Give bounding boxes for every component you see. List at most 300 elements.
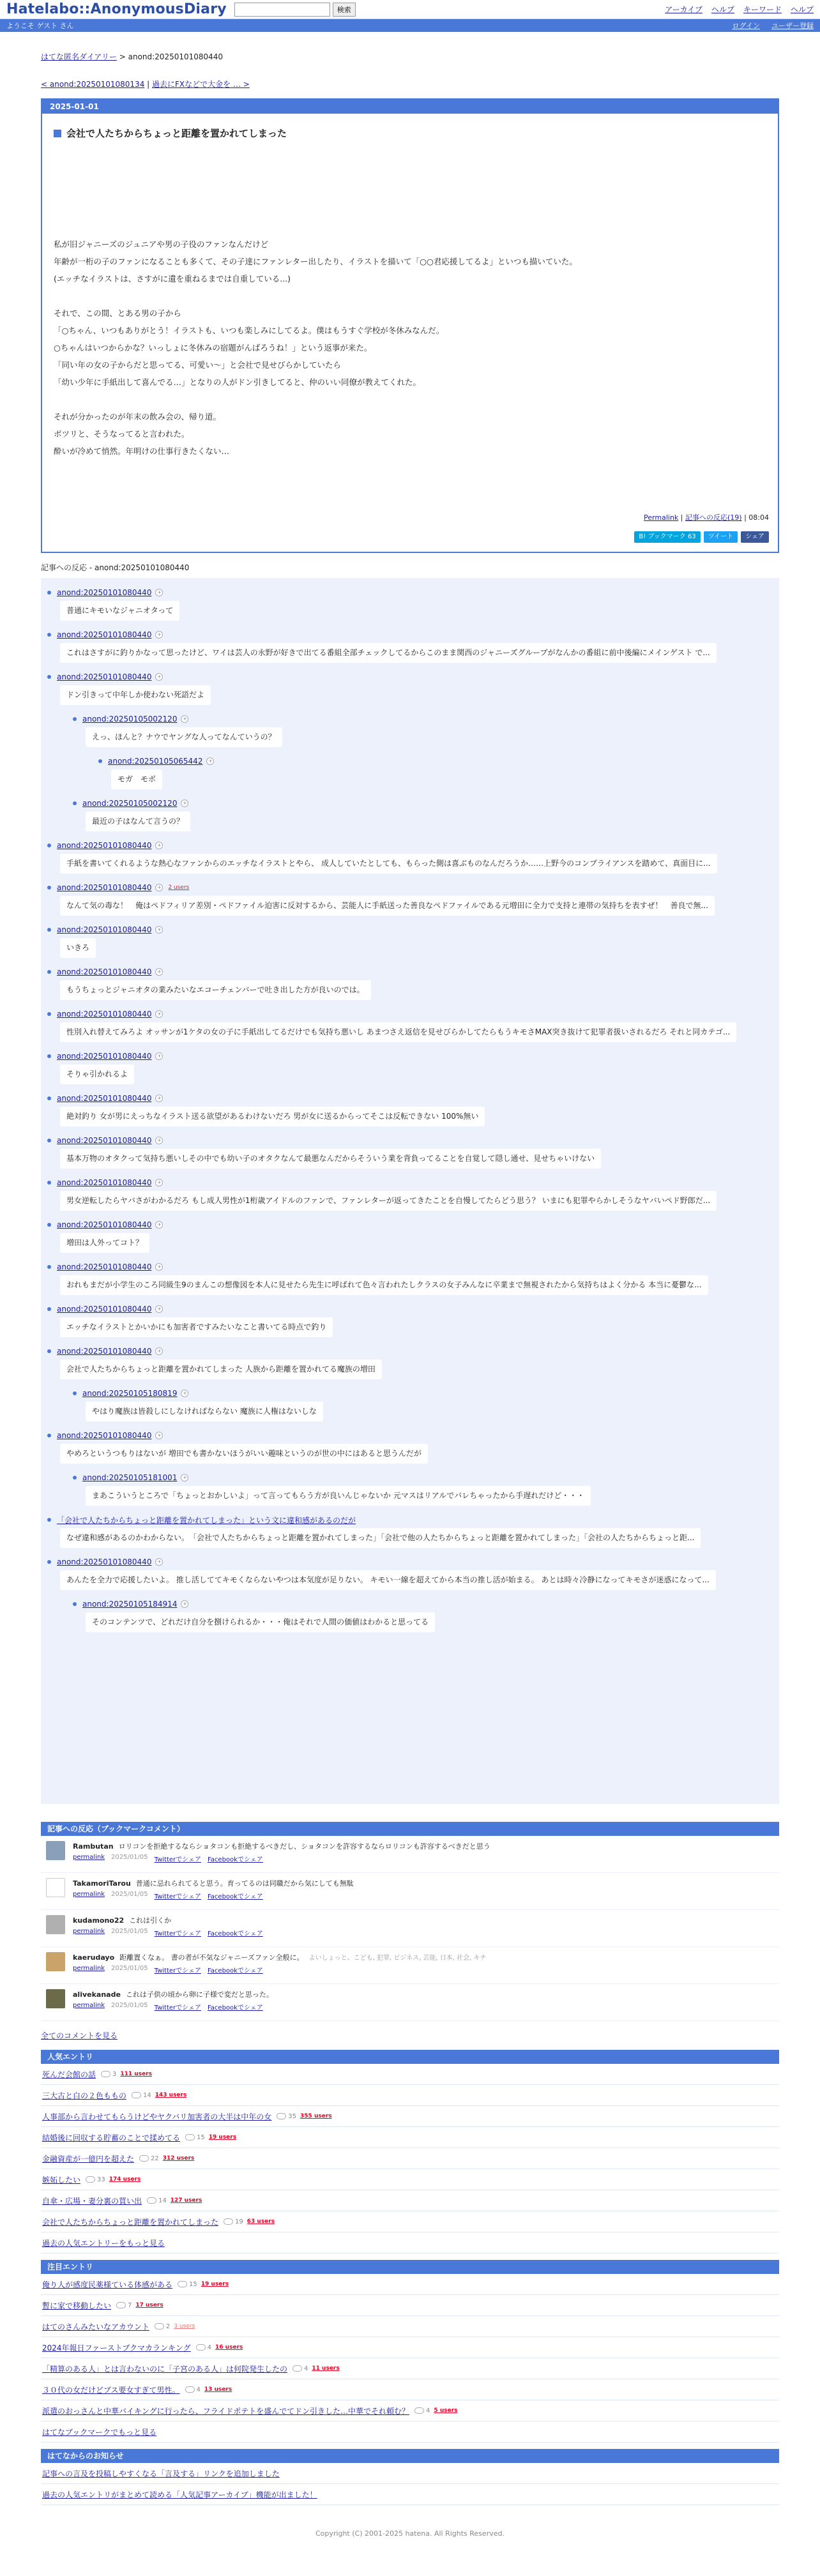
featured-entry xyxy=(41,2295,779,2316)
featured-list xyxy=(41,2274,779,2421)
reply-id-link[interactable]: anond:20250101080440 xyxy=(57,1431,152,1440)
reply-head xyxy=(47,1556,773,1568)
notice-link[interactable]: 記事への言及を投稿しやすくなる「言及する」リンクを追加しました xyxy=(42,2469,280,2478)
bullet-icon xyxy=(47,1223,51,1227)
reply-head xyxy=(73,1472,773,1483)
register-link[interactable]: ユーザー登録 xyxy=(771,22,814,30)
reply-node xyxy=(47,966,773,1000)
comment-bubble-icon xyxy=(147,2197,156,2204)
reply-id-link[interactable]: anond:20250105065442 xyxy=(108,757,203,766)
popular-heading: 人気エントリ xyxy=(41,2050,779,2064)
expand-icon[interactable]: + xyxy=(181,1390,188,1397)
reply-excerpt: エッチなイラストとかいかにも加害者ですみたいなこと書いてる時点で釣り xyxy=(60,1317,333,1337)
user-avatar-icon[interactable] xyxy=(46,1878,65,1897)
reply-users-count[interactable]: 2 users xyxy=(168,884,190,891)
reply-excerpt: なんて気の毒な！ 俺はペドフィリア差別・ペドファイル迫害に反対するから、芸能人に手紙送った善良なペドファイルである元増田に全力で支持と連帯の気持ちを表すぜ！ 善良で無... xyxy=(60,896,715,916)
bullet-icon xyxy=(47,844,51,847)
comment-bubble-icon xyxy=(196,2344,206,2351)
expand-icon[interactable]: + xyxy=(155,1558,163,1566)
reply-id-link[interactable]: anond:20250105180819 xyxy=(82,1389,178,1398)
article-paragraph: 「幼い少年に手紙出して喜んでる…」となりの人がドン引きしてると、仲のいい同僚が教えてくれた。 xyxy=(54,377,421,387)
bullet-icon xyxy=(47,1265,51,1269)
paragraph-gap xyxy=(54,391,766,408)
reply-head xyxy=(73,1598,773,1610)
reply-id-link[interactable]: anond:20250101080440 xyxy=(57,1347,152,1356)
comment-user[interactable]: kudamono22 xyxy=(73,1916,125,1925)
reply-head xyxy=(47,1135,773,1146)
comment-bubble-icon xyxy=(155,2323,164,2330)
see-all-comments xyxy=(41,2030,779,2041)
featured-more-link[interactable]: はてなブックマークでもっと見る xyxy=(42,2427,157,2437)
entry-title-link[interactable]: 暫に家で移動したい xyxy=(42,2301,112,2310)
reply-excerpt: これはさすがに釣りかなって思ったけど、ワイは芸人の永野が好きで出てる番組全部チェックしてるからこのまま関西のジャニーズグループがなんかの番組に前中後編にメインゲスト で... xyxy=(60,643,717,663)
entry-title-link[interactable]: 死んだ会館の話 xyxy=(42,2070,96,2079)
reply-excerpt: まあこういうところで「ちょっとおかしいよ」って言ってもらう方が良いんじゃないか 元マスはリアルでバレちゃったから手遅れだけど・・・ xyxy=(86,1486,591,1506)
article-time: 08:04 xyxy=(748,513,769,522)
entry-title-link[interactable]: 「精算のある人」とは言わないのに「子宮のある人」は何院発生したの xyxy=(42,2364,288,2374)
entry-comment-count: 3 xyxy=(112,2070,117,2078)
reply-id-link[interactable]: anond:20250101080440 xyxy=(57,1305,152,1314)
search-input[interactable] xyxy=(234,3,330,17)
notice-item xyxy=(41,2484,779,2505)
bullet-icon xyxy=(47,1434,51,1437)
comment-body xyxy=(73,1952,487,1978)
reply-node xyxy=(47,840,773,874)
twitter-share-link[interactable]: Twitterでシェア xyxy=(154,2004,201,2012)
facebook-share-link[interactable]: Facebookでシェア xyxy=(207,1856,263,1863)
paragraph-gap xyxy=(54,287,766,305)
expand-icon[interactable]: + xyxy=(155,1305,163,1313)
reply-node xyxy=(47,1177,773,1211)
entry-title-link[interactable]: はてのさんみたいなアカウント xyxy=(42,2322,149,2331)
reply-excerpt: モガ モボ xyxy=(111,769,162,789)
expand-icon[interactable]: + xyxy=(181,1600,188,1608)
reply-node xyxy=(73,713,773,747)
welcome-text: ようこそ ゲスト さん xyxy=(6,22,74,30)
comment-meta xyxy=(73,2002,273,2012)
bullet-icon xyxy=(47,1012,51,1016)
featured-entry xyxy=(41,2316,779,2337)
popular-entry xyxy=(41,2064,779,2085)
comment-permalink[interactable]: permalink xyxy=(73,1891,105,1898)
bullet-icon xyxy=(73,717,77,721)
featured-entry xyxy=(41,2379,779,2400)
expand-icon[interactable]: + xyxy=(155,1052,163,1060)
bullet-icon xyxy=(47,675,51,679)
bullet-icon xyxy=(47,1307,51,1311)
comment-bubble-icon xyxy=(292,2365,302,2372)
entry-users-count[interactable]: 174 users xyxy=(109,2176,141,2183)
article-paragraph: ○ちゃんはいつからかな？いっしょに冬休みの宿題がんばろうね！」という返事が来た。 xyxy=(54,343,372,352)
reply-id-link[interactable]: anond:20250101080440 xyxy=(57,1220,152,1229)
reply-node xyxy=(47,671,773,705)
user-avatar-icon[interactable] xyxy=(46,1841,65,1860)
reply-excerpt: 男女逆転したらヤバさがわかるだろ もし成人男性が1桁歳アイドルのファンで、ファンレターが返ってきたことを自慢してたらどう思う？ いまにも犯罪やらかしそうなヤバいペド野郎だ... xyxy=(60,1191,717,1211)
comment-meta xyxy=(73,1965,487,1974)
top-bar xyxy=(0,0,820,19)
reply-id-link[interactable]: anond:20250101080440 xyxy=(57,1262,152,1271)
bookmark-comments-heading: 記事への反応（ブックマークコメント） xyxy=(41,1822,779,1836)
expand-icon[interactable]: + xyxy=(155,1432,163,1439)
comment-permalink[interactable]: permalink xyxy=(73,1928,105,1935)
bullet-icon xyxy=(73,801,77,805)
comment-bubble-icon xyxy=(86,2176,95,2183)
bullet-icon xyxy=(47,1349,51,1353)
comment-bubble-icon xyxy=(185,2134,195,2140)
popular-list xyxy=(41,2064,779,2232)
bookmark-comment xyxy=(41,1910,779,1947)
facebook-share-link[interactable]: Facebookでシェア xyxy=(207,1967,263,1974)
comment-body xyxy=(73,1878,354,1904)
entry-users-count[interactable]: 16 users xyxy=(215,2344,243,2351)
reply-excerpt: 最近の子はなんて言うの？ xyxy=(86,812,190,831)
popular-more xyxy=(41,2232,779,2254)
entry-comment-count: 7 xyxy=(128,2301,132,2309)
article-paragraph: 酔いが冷めて悄然。年明けの仕事行きたくない… xyxy=(54,446,230,456)
entry-title-link[interactable]: 会社で人たちからちょっと距離を置かれてしまった xyxy=(42,2217,219,2227)
share-buttons xyxy=(634,531,769,543)
reply-head xyxy=(73,713,773,725)
facebook-share-button[interactable]: シェア xyxy=(741,531,769,543)
notice-link[interactable]: 過去の人気エントリがまとめて読める「人気記事アーカイブ」機能が出ました！ xyxy=(42,2490,317,2499)
reply-id-link[interactable]: anond:20250105184914 xyxy=(82,1600,178,1609)
reply-node xyxy=(47,882,773,916)
entry-users-count[interactable]: 11 users xyxy=(312,2365,340,2372)
reply-excerpt: いきろ xyxy=(60,938,96,958)
comment-bubble-icon xyxy=(185,2386,195,2393)
archive-link[interactable]: アーカイブ xyxy=(665,5,702,14)
reply-excerpt: 手紙を書いてくれるような熱心なファンからのエッチなイラストとやら、 成人していたとしても、もらった側は喜ぶものなんだろうか……上野今のコンプライアンスを踏めて、真面目に... xyxy=(60,854,717,874)
facebook-share-link[interactable]: Facebookでシェア xyxy=(207,1893,263,1900)
reply-excerpt: あんたを全力で応援したいよ。 推し活しててキモくならないやつは本気度が足りない。 キモい一線を超えてから本当の推し活が始まる。 あとは時々冷静になってキモさが迷惑になって... xyxy=(60,1570,716,1590)
comment-text: これは子供の頃から卵に子様で変だと思った。 xyxy=(125,1990,273,1999)
comment-user[interactable]: alivekanade xyxy=(73,1990,121,1999)
popular-entry xyxy=(41,2211,779,2232)
reply-id-link[interactable]: anond:20250101080440 xyxy=(57,925,152,934)
entry-title-link[interactable]: ３０代の女だけどブス要女すぎて男性。 xyxy=(42,2385,180,2395)
prevnext-sep: | xyxy=(144,80,152,89)
bullet-icon xyxy=(47,1139,51,1142)
reply-head xyxy=(47,1261,773,1273)
reply-node xyxy=(47,1430,773,1464)
notices-heading: はてなからのお知らせ xyxy=(41,2449,779,2463)
reply-excerpt: 基本万物のオタクって気持ち悪いしその中でも幼い子のオタクなんて最悪なんだからそういう業を背負ってることを自覚して隠し通せ、見せちゃいけない xyxy=(60,1149,601,1169)
facebook-share-link[interactable]: Facebookでシェア xyxy=(207,1930,263,1937)
expand-icon[interactable]: + xyxy=(155,1095,163,1102)
bullet-icon xyxy=(47,1054,51,1058)
entry-comment-count: 14 xyxy=(143,2091,151,2099)
expand-icon[interactable]: + xyxy=(155,589,163,596)
bullet-icon xyxy=(47,1181,51,1185)
help-link[interactable]: ヘルプ xyxy=(711,5,734,14)
entry-users-count[interactable]: 143 users xyxy=(155,2092,187,2098)
comment-date: 2025/01/05 xyxy=(111,1891,148,1898)
reply-title-link[interactable]: 「会社で人たちからちょっと距離を置かれてしまった」という文に違和感があるのだが xyxy=(57,1515,356,1525)
entry-title-link[interactable]: 嫉妬したい xyxy=(42,2175,81,2185)
bookmark-comment-list xyxy=(41,1836,779,2021)
article-title-text: 会社で人たちからちょっと距離を置かれてしまった xyxy=(66,128,287,139)
reply-id-link[interactable]: anond:20250101080440 xyxy=(57,588,152,597)
entry-title-link[interactable]: 2024年報日ファーストブクマカランキング xyxy=(42,2343,191,2352)
entry-comment-count: 33 xyxy=(97,2176,105,2183)
reply-id-link[interactable]: anond:20250101080440 xyxy=(57,1094,152,1103)
comment-text: 距離置くなぁ。 書の者が不気なジャニーズファン全般に。 xyxy=(119,1953,304,1962)
expand-icon[interactable]: + xyxy=(181,715,188,723)
comment-user[interactable]: kaerudayo xyxy=(73,1953,115,1962)
article-paragraph: 「同い年の女の子からだと思ってる、可愛い〜」と会社で見せびらかしていたら xyxy=(54,360,342,370)
comment-bubble-icon xyxy=(132,2092,141,2098)
reply-node xyxy=(47,1219,773,1253)
reply-node xyxy=(73,1598,773,1632)
notice-item xyxy=(41,2463,779,2484)
reply-head xyxy=(47,1177,773,1188)
entry-users-count[interactable]: 5 users xyxy=(434,2407,458,2414)
entry-users-count[interactable]: 13 users xyxy=(204,2386,232,2393)
reply-node xyxy=(47,1050,773,1084)
reply-id-link[interactable]: anond:20250105002120 xyxy=(82,799,178,808)
next-entry-link[interactable]: 過去にFXなどで大金を … > xyxy=(152,80,250,89)
keyword-link[interactable]: キーワード xyxy=(743,5,782,14)
entry-users-count[interactable]: 3 users xyxy=(174,2323,195,2330)
reply-excerpt: 絶対釣り 女が男にえっちなイラスト送る欲望があるわけないだろ 男が女に送るからってそこは反転できない 100%無い xyxy=(60,1107,485,1126)
entry-title-link[interactable]: 自傘・広場・妻分裏の買い出 xyxy=(42,2196,142,2206)
comment-line xyxy=(73,1841,490,1851)
reply-id-link[interactable]: anond:20250101080440 xyxy=(57,967,152,976)
reply-node xyxy=(47,629,773,663)
breadcrumb-home[interactable]: はてな匿名ダイアリー xyxy=(41,52,117,61)
reply-head xyxy=(47,1345,773,1357)
entry-comment-count: 15 xyxy=(189,2280,197,2288)
entry-comment-count: 14 xyxy=(158,2197,167,2204)
expand-icon[interactable]: + xyxy=(155,1263,163,1271)
top-links xyxy=(665,4,814,15)
user-avatar-icon[interactable] xyxy=(46,1989,65,2008)
entry-users-count[interactable]: 17 users xyxy=(135,2302,163,2308)
reply-node xyxy=(47,1093,773,1126)
article-paragraph: 「○ちゃん、いつもありがとう！イラストも、いつも楽しみにしてるよ。僕はもうすぐ学校が冬休みなんだ。 xyxy=(54,326,444,335)
reply-head xyxy=(47,1303,773,1315)
replies-link[interactable]: 記事への反応(19) xyxy=(685,513,742,522)
reply-excerpt: やめろというつもりはないが 増田でも書かないほうがいい趣味というのが世の中にはあると思うんだが xyxy=(60,1444,428,1464)
entry-title-link[interactable]: 金融資産が一億円を超えた xyxy=(42,2154,135,2163)
reply-node xyxy=(47,1303,773,1337)
comment-permalink[interactable]: permalink xyxy=(73,2002,105,2009)
comment-date: 2025/01/05 xyxy=(111,1965,148,1972)
expand-icon[interactable]: + xyxy=(181,799,188,807)
twitter-share-link[interactable]: Twitterでシェア xyxy=(154,1930,201,1937)
expand-icon[interactable]: + xyxy=(155,884,163,891)
reply-id-link[interactable]: anond:20250101080440 xyxy=(57,841,152,850)
bullet-icon xyxy=(73,1476,77,1480)
article-body xyxy=(54,236,766,460)
login-link[interactable]: ログイン xyxy=(732,22,760,30)
popular-entry xyxy=(41,2127,779,2148)
bookmark-comment xyxy=(41,1836,779,1873)
expand-icon[interactable]: + xyxy=(155,1221,163,1229)
comment-date: 2025/01/05 xyxy=(111,1928,148,1935)
reply-excerpt: なぜ違和感があるのかわからない。 「会社で人たちからちょっと距離を置かれてしまった」「会社で他の人たちからちょっと距離を置かれてしまった」「会社の人たちからちょっと距... xyxy=(60,1528,701,1548)
reply-head xyxy=(47,1093,773,1104)
entry-users-count[interactable]: 312 users xyxy=(162,2155,195,2162)
reply-node xyxy=(47,1261,773,1295)
reply-id-link[interactable]: anond:20250101080440 xyxy=(57,1557,152,1566)
expand-icon[interactable]: + xyxy=(155,926,163,934)
comment-bubble-icon xyxy=(139,2155,149,2162)
comment-text: 普通に忌れられてると思う。育ってるのは同職だから気にしても無駄 xyxy=(135,1879,354,1888)
expand-icon[interactable]: + xyxy=(155,631,163,639)
title-square-icon xyxy=(54,130,61,137)
twitter-share-link[interactable]: Twitterでシェア xyxy=(154,1893,201,1900)
reactions-heading: 記事への反応 - anond:20250101080440 xyxy=(41,563,190,572)
popular-more-link[interactable]: 過去の人気エントリーをもっと見る xyxy=(42,2238,165,2248)
comment-bubble-icon xyxy=(178,2281,187,2287)
comment-date: 2025/01/05 xyxy=(111,1854,148,1861)
footer-copyright: Copyright (C) 2001-2025 hatena. All Rights Reserved. xyxy=(315,2529,505,2538)
article-paragraph: ボツリと、そうなってると言われた。 xyxy=(54,429,190,439)
see-all-comments-link[interactable]: 全てのコメントを見る xyxy=(41,2031,118,2040)
breadcrumb-current: anond:20250101080440 xyxy=(128,52,224,61)
reply-excerpt: もうちょっとジャニオタの業みたいなエコーチェンバーで吐き出した方が良いのでは。 xyxy=(60,980,371,1000)
reply-excerpt: 性別入れ替えてみろよ オッサンが1ケタの女の子に手紙出してるだけでも気持ち悪いし あまつさえ返信を見せびらかしてたらもうキモさMAX突き抜けて犯罪者扱いされるだろ それと同カテゴ... xyxy=(60,1022,736,1042)
twitter-share-link[interactable]: Twitterでシェア xyxy=(154,1856,201,1863)
entry-users-count[interactable]: 127 users xyxy=(170,2197,202,2204)
reply-id-link[interactable]: anond:20250101080440 xyxy=(57,672,152,681)
reply-head xyxy=(47,587,773,598)
comment-meta xyxy=(73,1928,263,1937)
help-link-2[interactable]: ヘルプ xyxy=(790,5,814,14)
entry-users-count[interactable]: 355 users xyxy=(300,2113,332,2119)
notice-list xyxy=(41,2463,779,2505)
expand-icon[interactable]: + xyxy=(155,1179,163,1186)
featured-entry xyxy=(41,2274,779,2295)
hatena-bookmark-button[interactable]: B! ブックマーク 63 xyxy=(634,531,700,543)
bullet-icon xyxy=(47,1096,51,1100)
prev-entry-link[interactable]: < anond:20250101080134 xyxy=(41,80,145,89)
entry-comment-count: 4 xyxy=(207,2344,211,2351)
entry-title-link[interactable]: 派遣のおっさんと中華バイキングに行ったら、フライドポテトを盛んでてドン引きした…中華でそれ頼む？ xyxy=(42,2406,410,2416)
reply-id-link[interactable]: anond:20250101080440 xyxy=(57,630,152,639)
reply-node xyxy=(47,1008,773,1042)
bullet-icon xyxy=(73,1602,77,1606)
reply-head xyxy=(73,1388,773,1399)
reply-node xyxy=(47,587,773,621)
comment-body xyxy=(73,1989,273,2015)
expand-icon[interactable]: + xyxy=(155,673,163,681)
reply-head xyxy=(47,1008,773,1020)
breadcrumb xyxy=(41,51,779,62)
expand-icon[interactable]: + xyxy=(155,842,163,849)
search-button[interactable]: 検索 xyxy=(333,3,356,17)
facebook-share-link[interactable]: Facebookでシェア xyxy=(207,2004,263,2012)
comment-permalink[interactable]: permalink xyxy=(73,1854,105,1861)
site-logo[interactable]: Hatelabo::AnonymousDiary xyxy=(6,1,227,17)
entry-title-link[interactable]: 結婚後に回収する貯蓄のことで揉めてる xyxy=(42,2133,181,2142)
reply-id-link[interactable]: anond:20250101080440 xyxy=(57,1136,152,1145)
expand-icon[interactable]: + xyxy=(155,1137,163,1144)
reply-id-link[interactable]: anond:20250101080440 xyxy=(57,1052,152,1061)
user-avatar-icon[interactable] xyxy=(46,1915,65,1934)
entry-users-count[interactable]: 19 users xyxy=(208,2134,237,2140)
reply-head xyxy=(47,1514,773,1526)
reply-tree xyxy=(41,578,779,1804)
user-avatar-icon[interactable] xyxy=(46,1952,65,1971)
comment-line xyxy=(73,1915,263,1925)
reply-id-link[interactable]: anond:20250101080440 xyxy=(57,1010,152,1019)
reply-id-link[interactable]: anond:20250101080440 xyxy=(57,1178,152,1187)
reply-id-link[interactable]: anond:20250105002120 xyxy=(82,715,178,724)
comment-body xyxy=(73,1841,490,1867)
bullet-icon xyxy=(47,633,51,637)
entry-comment-count: 4 xyxy=(426,2407,430,2414)
reply-head xyxy=(47,1430,773,1441)
entry-title-link[interactable]: 人事部から言わせてもらうけどやヤクバリ加害者の大半は中年の女 xyxy=(42,2112,272,2121)
reply-head xyxy=(47,629,773,640)
tweet-button[interactable]: ツイート xyxy=(704,531,738,543)
permalink-link[interactable]: Permalink xyxy=(644,513,679,522)
comment-bubble-icon xyxy=(101,2071,110,2077)
reply-node xyxy=(47,1514,773,1548)
reply-head xyxy=(47,1050,773,1062)
comment-text: これは引くか xyxy=(129,1916,172,1925)
popular-entry xyxy=(41,2190,779,2211)
comment-permalink[interactable]: permalink xyxy=(73,1965,105,1972)
comment-user[interactable]: TakamoriTarou xyxy=(73,1879,131,1888)
entry-users-count[interactable]: 63 users xyxy=(247,2218,275,2225)
comment-bubble-icon xyxy=(414,2407,424,2414)
twitter-share-link[interactable]: Twitterでシェア xyxy=(154,1967,201,1974)
expand-icon[interactable]: + xyxy=(155,968,163,976)
article-paragraph: 私が旧ジャニーズのジュニアや男の子役のファンなんだけど xyxy=(54,239,269,249)
reply-id-link[interactable]: anond:20250101080440 xyxy=(57,883,152,892)
reply-id-link[interactable]: anond:20250105181001 xyxy=(82,1473,178,1482)
reply-excerpt: 普通にキモいなジャニオタって xyxy=(60,601,179,621)
popular-entry xyxy=(41,2169,779,2190)
reply-head xyxy=(73,798,773,809)
comment-body xyxy=(73,1915,263,1941)
bullet-icon xyxy=(47,970,51,974)
entry-users-count[interactable]: 111 users xyxy=(120,2071,152,2077)
reply-head xyxy=(98,755,773,767)
entry-comment-count: 19 xyxy=(235,2218,243,2225)
entry-users-count[interactable]: 19 users xyxy=(201,2281,229,2287)
bullet-icon xyxy=(47,886,51,890)
bookmark-comment xyxy=(41,1984,779,2021)
expand-icon[interactable]: + xyxy=(181,1474,188,1481)
comment-line xyxy=(73,1989,273,1999)
comment-bubble-icon xyxy=(116,2302,126,2308)
reply-node xyxy=(47,1135,773,1169)
reply-head xyxy=(47,671,773,683)
entry-title-link[interactable]: 俺り人が感度民薬様ている体感がある xyxy=(42,2280,173,2289)
expand-icon[interactable]: + xyxy=(155,1347,163,1355)
reply-head xyxy=(47,1219,773,1231)
comment-meta xyxy=(73,1854,490,1863)
expand-icon[interactable]: + xyxy=(206,757,214,765)
bullet-icon xyxy=(47,928,51,932)
comment-user[interactable]: Rambutan xyxy=(73,1842,114,1851)
comment-date: 2025/01/05 xyxy=(111,2002,148,2009)
reply-head xyxy=(47,840,773,851)
bullet-icon xyxy=(47,591,51,595)
featured-entry xyxy=(41,2358,779,2379)
popular-entry xyxy=(41,2148,779,2169)
entry-comment-count: 4 xyxy=(196,2386,201,2393)
comment-line xyxy=(73,1878,354,1888)
expand-icon[interactable]: + xyxy=(155,1010,163,1018)
entry-title-link[interactable]: 三大古と白の２色ももの xyxy=(42,2091,127,2100)
popular-entry xyxy=(41,2106,779,2127)
entry-comment-count: 2 xyxy=(165,2322,171,2330)
